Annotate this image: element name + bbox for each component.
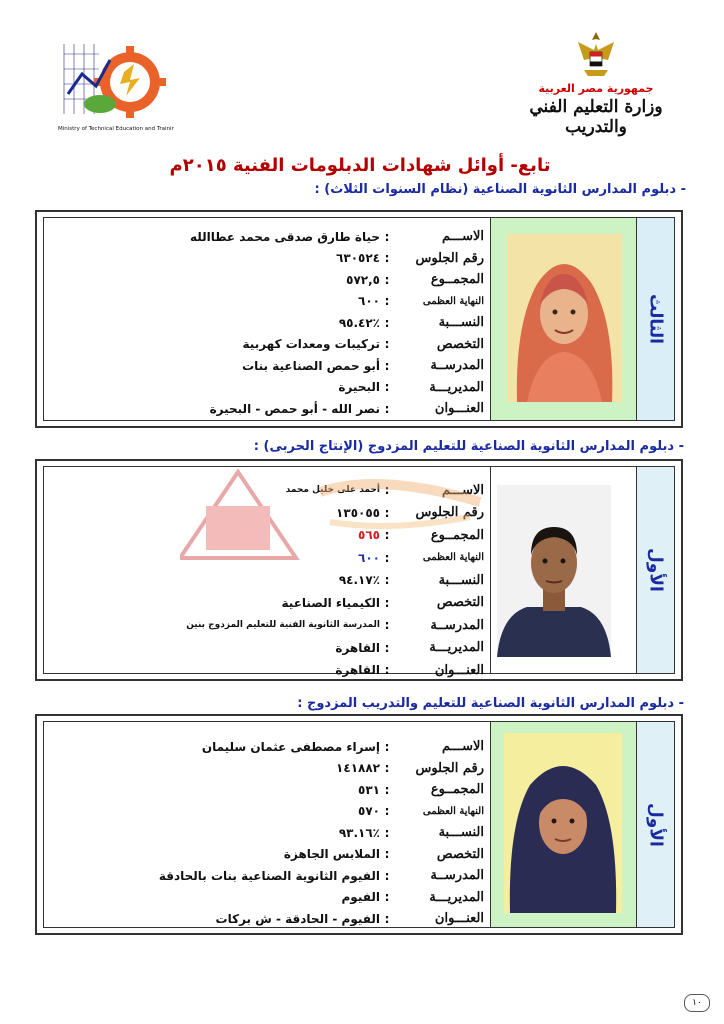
label-seat: رقم الجلوس xyxy=(415,250,484,266)
field-directorate: المديريـــة : القاهرة xyxy=(335,640,484,656)
value-address: الفيوم - الحادقة - ش بركات xyxy=(215,911,380,926)
field-address: العنـــوان : الفيوم - الحادقة - ش بركات xyxy=(215,911,484,927)
value-directorate: القاهرة xyxy=(335,640,380,655)
rank-label: الأول xyxy=(645,802,666,847)
label-school: المدرســة xyxy=(430,617,484,633)
label-name: الاســـم xyxy=(442,482,484,498)
photo-panel xyxy=(490,218,636,420)
label-directorate: المديريـــة xyxy=(429,640,484,656)
rank-panel xyxy=(636,467,674,673)
field-directorate: المديريـــة : البحيرة xyxy=(338,379,484,395)
field-seat: رقم الجلوس : ١٣٥٠٥٥ xyxy=(336,505,484,521)
ministry-header xyxy=(516,30,676,136)
label-seat: رقم الجلوس xyxy=(415,505,484,521)
label-address: العنـــوان xyxy=(434,401,484,417)
label-seat: رقم الجلوس xyxy=(415,760,484,776)
label-percent: النســـبة xyxy=(438,825,484,841)
field-address: العنـــوان : القاهرة xyxy=(335,662,484,678)
field-address: العنـــوان : نصر الله - أبو حمص - البحيرة xyxy=(209,401,484,417)
label-spec: التخصص xyxy=(436,595,484,611)
value-total: ٥٣١ xyxy=(358,782,380,797)
value-seat: ١٣٥٠٥٥ xyxy=(336,505,380,520)
page-title: تابع- أوائل شهادات الدبلومات الفنية ٢٠١٥م xyxy=(169,155,551,176)
rank-label: الثالث xyxy=(645,294,666,344)
value-spec: تركيبات ومعدات كهربية xyxy=(242,337,380,352)
field-seat: رقم الجلوس : ١٤١٨٨٢ xyxy=(336,760,484,776)
label-total: المجمــوع xyxy=(430,527,484,543)
card-inner xyxy=(43,217,675,421)
field-max: النهاية العظمى : ٦٠٠ xyxy=(358,550,484,565)
card-inner xyxy=(43,466,675,678)
label-address: العنـــوان xyxy=(434,911,484,927)
section-heading-2: - دبلوم المدارس الثانوية الصناعية للتعليم المزدوج (الإنتاج الحربى) : xyxy=(253,439,684,454)
field-spec: التخصص : الملابس الجاهزة xyxy=(283,846,484,862)
label-max: النهاية العظمى xyxy=(422,805,484,817)
student-fields xyxy=(64,479,484,682)
label-school: المدرســة xyxy=(430,868,484,884)
page-number: ١٠ xyxy=(684,994,710,1012)
field-percent: النســـبة : ٪٩٥.٤٢ xyxy=(338,315,484,331)
field-name: الاســـم : أحمد على خليل محمد xyxy=(285,482,484,498)
field-school: المدرســة : المدرسة الثانوية الفنية للتعليم المزدوج بنين xyxy=(186,617,484,633)
student-card-2 xyxy=(35,459,683,681)
label-name: الاســـم xyxy=(442,739,484,755)
student-portrait-icon xyxy=(507,234,622,402)
label-spec: التخصص xyxy=(436,336,484,352)
value-school: أبو حمص الصناعية بنات xyxy=(242,358,380,373)
student-card-3 xyxy=(35,714,683,935)
value-max: ٦٠٠ xyxy=(358,294,380,309)
value-percent: ٪٩٣.١٦ xyxy=(338,825,380,840)
photo-panel xyxy=(490,722,636,927)
student-fields xyxy=(64,226,484,420)
value-total: ٥٧٢,٥ xyxy=(346,272,380,287)
value-directorate: البحيرة xyxy=(338,380,380,395)
value-address: القاهرة xyxy=(335,663,380,678)
field-school: المدرســة : الفيوم الثانوية الصناعية بنات بالحادقة xyxy=(158,868,484,884)
student-fields xyxy=(64,736,484,930)
value-school: المدرسة الثانوية الفنية للتعليم المزدوج بنين xyxy=(186,620,380,631)
value-seat: ٦٣٠٥٢٤ xyxy=(336,251,380,266)
card-inner xyxy=(43,721,675,928)
value-percent: ٪٩٥.٤٢ xyxy=(338,315,380,330)
republic-name: جمهورية مصر العربية xyxy=(538,82,654,95)
field-name: الاســـم : حياة طارق صدقى محمد عطاالله xyxy=(189,229,484,245)
student-portrait-icon xyxy=(497,485,611,657)
ministry-name: وزارة التعليم الفني والتدريب xyxy=(529,97,663,137)
value-name: أحمد على خليل محمد xyxy=(285,485,380,496)
field-school: المدرســة : أبو حمص الصناعية بنات xyxy=(242,358,484,374)
value-percent: ٪٩٤.١٧ xyxy=(338,573,380,588)
value-directorate: الفيوم xyxy=(341,890,380,905)
field-max: النهاية العظمى : ٥٧٠ xyxy=(358,804,484,819)
value-address: نصر الله - أبو حمص - البحيرة xyxy=(209,401,380,416)
field-directorate: المديريـــة : الفيوم xyxy=(341,889,484,905)
section-heading-1: - دبلوم المدارس الثانوية الصناعية (نظام السنوات الثلاث) : xyxy=(314,182,686,197)
label-directorate: المديريـــة xyxy=(429,379,484,395)
value-spec: الكيمياء الصناعية xyxy=(281,595,380,610)
value-school: الفيوم الثانوية الصناعية بنات بالحادقة xyxy=(158,868,380,883)
field-spec: التخصص : الكيمياء الصناعية xyxy=(281,595,484,611)
label-max: النهاية العظمى xyxy=(422,295,484,307)
field-total: المجمــوع : ٥٣١ xyxy=(358,782,484,798)
student-photo xyxy=(504,733,622,913)
rank-panel xyxy=(636,722,674,927)
label-percent: النســـبة xyxy=(438,572,484,588)
field-total: المجمــوع : ٥٦٥ xyxy=(358,527,484,543)
label-max: النهاية العظمى xyxy=(422,552,484,564)
value-max: ٥٧٠ xyxy=(358,804,380,819)
gear-logo-icon xyxy=(54,34,174,134)
field-max: النهاية العظمى : ٦٠٠ xyxy=(358,294,484,309)
label-school: المدرســة xyxy=(430,358,484,374)
ministry-logo xyxy=(54,34,174,134)
value-max: ٦٠٠ xyxy=(358,550,380,565)
label-total: المجمــوع xyxy=(430,272,484,288)
field-name: الاســـم : إسراء مصطفى عثمان سليمان xyxy=(201,739,484,755)
student-card-1 xyxy=(35,210,683,428)
field-spec: التخصص : تركيبات ومعدات كهربية xyxy=(242,336,484,352)
label-percent: النســـبة xyxy=(438,315,484,331)
label-total: المجمــوع xyxy=(430,782,484,798)
value-spec: الملابس الجاهزة xyxy=(283,847,380,862)
label-directorate: المديريـــة xyxy=(429,889,484,905)
value-name: حياة طارق صدقى محمد عطاالله xyxy=(189,229,380,244)
value-name: إسراء مصطفى عثمان سليمان xyxy=(201,739,380,754)
label-address: العنـــوان xyxy=(434,662,484,678)
label-spec: التخصص xyxy=(436,846,484,862)
field-seat: رقم الجلوس : ٦٣٠٥٢٤ xyxy=(336,250,484,266)
rank-panel xyxy=(636,218,674,420)
label-name: الاســـم xyxy=(442,229,484,245)
student-photo xyxy=(497,485,611,657)
student-photo xyxy=(507,234,622,402)
value-total: ٥٦٥ xyxy=(358,528,380,543)
eagle-emblem-icon xyxy=(574,30,618,80)
field-total: المجمــوع : ٥٧٢,٥ xyxy=(346,272,484,288)
student-portrait-icon xyxy=(504,733,622,913)
rank-label: الأول xyxy=(645,548,666,592)
field-percent: النســـبة : ٪٩٣.١٦ xyxy=(338,825,484,841)
field-percent: النســـبة : ٪٩٤.١٧ xyxy=(338,572,484,588)
logo-caption: Ministry of Technical Education and Training xyxy=(58,126,174,132)
section-heading-3: - دبلوم المدارس الثانوية الصناعية للتعليم والتدريب المزدوج : xyxy=(297,696,684,711)
value-seat: ١٤١٨٨٢ xyxy=(336,761,380,776)
photo-panel xyxy=(490,467,636,673)
